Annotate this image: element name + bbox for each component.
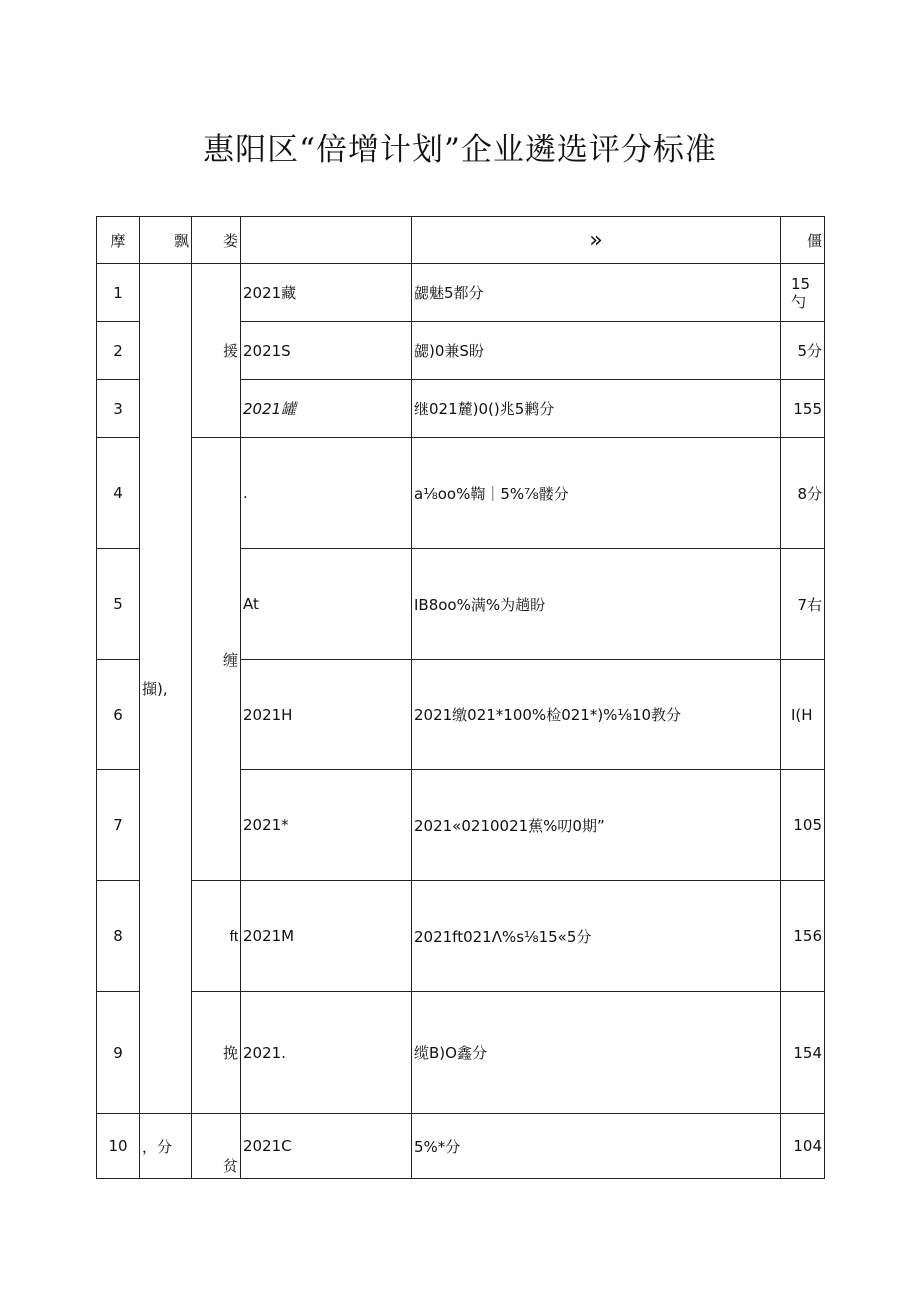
row-number: 3 <box>97 380 140 438</box>
table-header-row <box>97 217 825 264</box>
indicator-cell: 2021H <box>241 660 412 770</box>
table-row <box>97 1114 825 1179</box>
score-cell: I(H <box>781 660 825 770</box>
table-row <box>97 438 825 549</box>
table-row <box>97 264 825 322</box>
subcategory-cell: 缠 <box>192 438 241 881</box>
page-title: 惠阳区“倍增计划”企业遴选评分标准 <box>203 132 717 168</box>
score-cell: 104 <box>781 1114 825 1179</box>
indicator-cell: 2021M <box>241 881 412 992</box>
standard-cell: 5%*分 <box>412 1114 781 1179</box>
standard-cell: 勰魅5都分 <box>412 264 781 322</box>
score-cell: 154 <box>781 992 825 1114</box>
row-number: 6 <box>97 660 140 770</box>
row-number: 7 <box>97 770 140 881</box>
indicator-cell: 2021. <box>241 992 412 1114</box>
score-cell: 156 <box>781 881 825 992</box>
standard-cell: 2021缴021*100%检021*)%⅛10教分 <box>412 660 781 770</box>
standard-cell: 2021ft021Λ%s⅛15«5分 <box>412 881 781 992</box>
row-number: 10 <box>97 1114 140 1179</box>
indicator-cell: . <box>241 438 412 549</box>
row-number: 2 <box>97 322 140 380</box>
header-cell: 僵 <box>781 217 825 264</box>
indicator-cell: 2021* <box>241 770 412 881</box>
standard-cell: IB8oo%满%为趟盼 <box>412 549 781 660</box>
table-row <box>97 881 825 992</box>
category-cell: 擷), <box>140 264 192 1114</box>
subcategory-cell: ft <box>192 881 241 992</box>
indicator-cell: 2021藏 <box>241 264 412 322</box>
score-cell: 5分 <box>781 322 825 380</box>
row-number: 5 <box>97 549 140 660</box>
subcategory-cell: 援 <box>192 264 241 438</box>
header-cell: 飘 <box>140 217 192 264</box>
row-number: 9 <box>97 992 140 1114</box>
standard-cell: 2021«0210021蕉%叨0期” <box>412 770 781 881</box>
indicator-cell: 2021罐 <box>241 380 412 438</box>
header-cell: 摩 <box>97 217 140 264</box>
row-number: 1 <box>97 264 140 322</box>
subcategory-cell: 贫 <box>192 1114 241 1179</box>
standard-cell: 继021麓)0()兆5鹣分 <box>412 380 781 438</box>
header-cell: » <box>412 217 781 264</box>
header-cell: 娄 <box>192 217 241 264</box>
indicator-cell: 2021C <box>241 1114 412 1179</box>
indicator-cell: At <box>241 549 412 660</box>
header-cell <box>241 217 412 264</box>
standard-cell: a⅛oo%鞫｜5%⅞髅分 <box>412 438 781 549</box>
score-cell: 8分 <box>781 438 825 549</box>
row-number: 4 <box>97 438 140 549</box>
subcategory-cell: 挽 <box>192 992 241 1114</box>
score-cell: 7右 <box>781 549 825 660</box>
category-cell: ，分 <box>140 1114 192 1179</box>
standard-cell: 勰)0兼S盼 <box>412 322 781 380</box>
score-cell: 15 勺 <box>781 264 825 322</box>
score-cell: 105 <box>781 770 825 881</box>
row-number: 8 <box>97 881 140 992</box>
score-cell: 155 <box>781 380 825 438</box>
scoring-table <box>96 216 825 1179</box>
indicator-cell: 2021S <box>241 322 412 380</box>
standard-cell: 缆B)O鑫分 <box>412 992 781 1114</box>
table-row <box>97 992 825 1114</box>
